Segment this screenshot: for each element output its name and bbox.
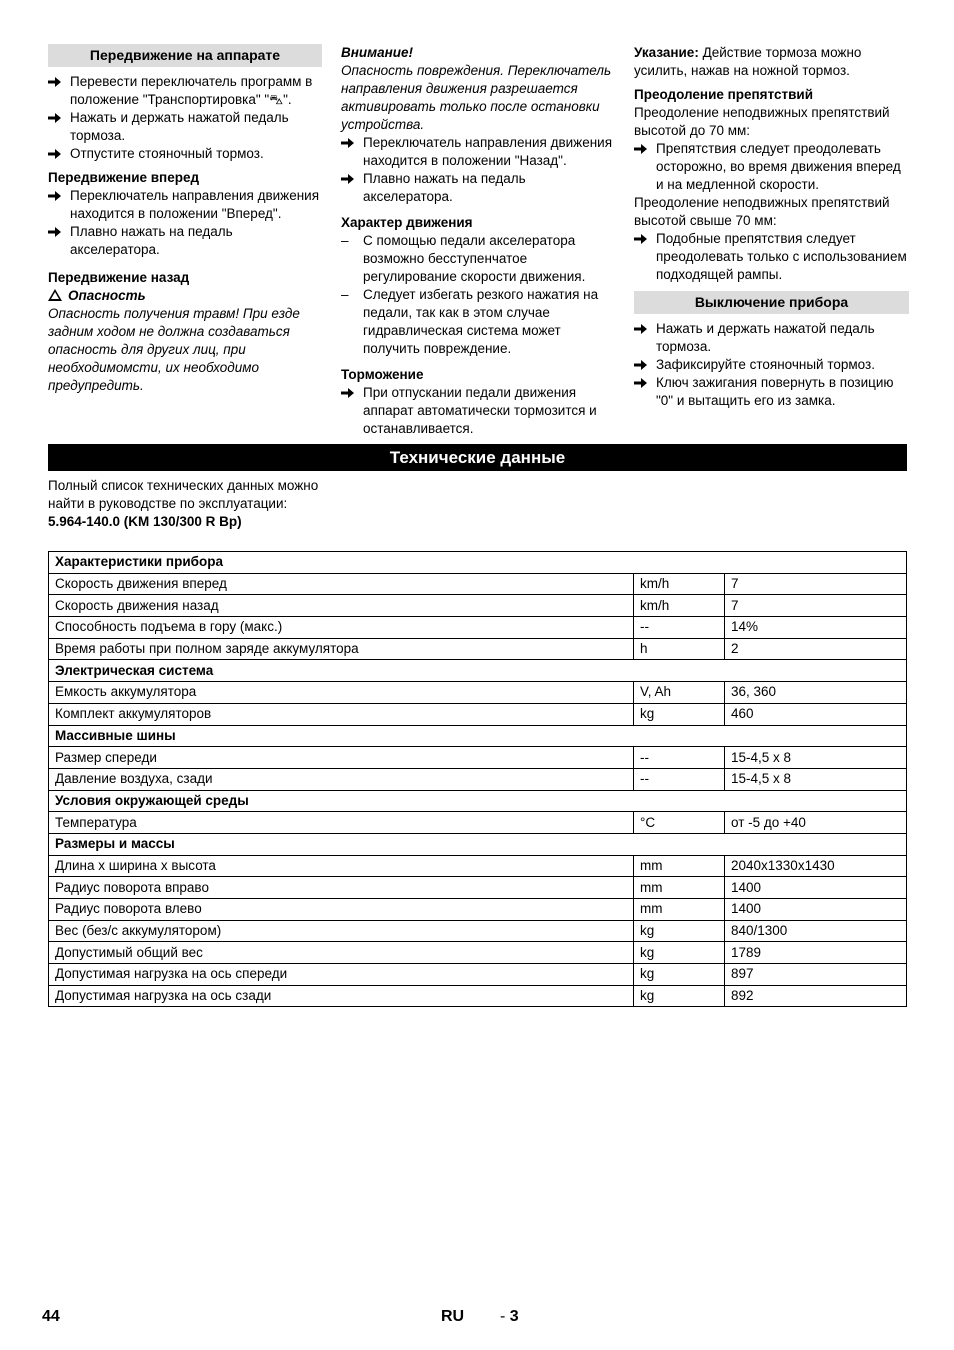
cell-value: 36, 360 (725, 682, 907, 704)
column-3 (634, 44, 909, 410)
model-number: 5.964-140.0 (KM 130/300 R Bp) (48, 514, 242, 529)
cell-unit: mm (634, 877, 725, 899)
table-group-row (49, 660, 907, 682)
page-number: 44 (42, 1308, 60, 1325)
cell-unit: V, Ah (634, 682, 725, 704)
cell-unit: kg (634, 703, 725, 725)
note-paragraph (634, 44, 909, 80)
dash-marker: – (341, 233, 349, 248)
cell-unit: mm (634, 855, 725, 877)
cell-value: 15-4,5 x 8 (725, 768, 907, 790)
cell-unit: mm (634, 899, 725, 921)
cell-value: 15-4,5 x 8 (725, 747, 907, 769)
list-item-text: Подобные препятствия следует преодолевать только с использованием подходящей рампы. (656, 231, 907, 282)
cell-value: 14% (725, 617, 907, 639)
list-item (48, 145, 322, 163)
cell-name: Радиус поворота влево (49, 899, 634, 921)
table-group-row (49, 833, 907, 855)
list-item (48, 73, 322, 109)
arrow-right-icon (48, 109, 68, 129)
list-item (341, 134, 615, 170)
list-item-text: Ключ зажигания повернуть в позицию "0" и вытащить его из замка. (656, 375, 894, 408)
section-heading-driving: Передвижение на аппарате (48, 44, 322, 67)
table-row (49, 985, 907, 1007)
list-item-text: Следует избегать резкого нажатия на педали, так как в этом случае гидравлическая система может получить повреждение. (363, 287, 599, 356)
table-row (49, 595, 907, 617)
cell-unit: -- (634, 617, 725, 639)
cell-unit: kg (634, 942, 725, 964)
list-item-text: Препятствия следует преодолевать осторожно, во время движения вперед и на медленной скорости. (656, 141, 901, 192)
list-item (341, 232, 615, 286)
intro-block (48, 477, 328, 531)
list-item-text: Перевести переключатель программ в положение "Транспортировка" "⛍". (70, 74, 313, 107)
cell-value: 460 (725, 703, 907, 725)
arrow-right-icon (341, 384, 361, 404)
cell-value: 1400 (725, 899, 907, 921)
list-item (634, 356, 909, 374)
cell-name: Скорость движения назад (49, 595, 634, 617)
cell-value: 2040x1330x1430 (725, 855, 907, 877)
footer-num: 3 (509, 1308, 519, 1325)
cell-unit: -- (634, 747, 725, 769)
cell-name: Способность подъема в гору (макс.) (49, 617, 634, 639)
list-item-text: Переключатель направления движения находится в положении "Назад". (363, 135, 613, 168)
cell-name: Время работы при полном заряде аккумулятора (49, 638, 634, 660)
list-item (48, 109, 322, 145)
list-item (634, 230, 909, 284)
cell-name: Допустимая нагрузка на ось сзади (49, 985, 634, 1007)
arrow-right-icon (48, 145, 68, 165)
forward-steps-list (48, 187, 322, 259)
table-row (49, 638, 907, 660)
table-row (49, 942, 907, 964)
table-row (49, 617, 907, 639)
arrow-right-icon (634, 356, 654, 376)
brake-steps-list (341, 384, 615, 438)
list-item-text: Нажать и держать нажатой педаль тормоза. (656, 321, 875, 354)
table-group-row (49, 790, 907, 812)
list-item-text: Нажать и держать нажатой педаль тормоза. (70, 110, 289, 143)
danger-text: Опасность получения травм! При езде задним ходом не должна создаваться опасность для других лиц, при необходимомсти, их необходимо предупредить. (48, 306, 300, 393)
steps-list (48, 73, 322, 163)
spec-table (48, 551, 907, 1007)
cell-value: 892 (725, 985, 907, 1007)
arrow-right-icon (341, 170, 361, 190)
cell-value: 1400 (725, 877, 907, 899)
subheading-backward: Передвижение назад (48, 270, 190, 285)
cell-value: 840/1300 (725, 920, 907, 942)
cell-name: Вес (без/с аккумулятором) (49, 920, 634, 942)
arrow-right-icon (341, 134, 361, 154)
obstacles-high-list (634, 230, 909, 284)
cell-name: Допустимая нагрузка на ось спереди (49, 964, 634, 986)
list-item (48, 187, 322, 223)
arrow-right-icon (634, 320, 654, 340)
footer-section-number (500, 1308, 519, 1326)
subheading-drive-character: Характер движения (341, 215, 473, 230)
arrow-right-icon (48, 223, 68, 243)
list-item-text: Плавно нажать на педаль акселератора. (70, 224, 233, 257)
group-title: Массивные шины (49, 725, 907, 747)
footer-language: RU (441, 1308, 465, 1325)
cell-name: Комплект аккумуляторов (49, 703, 634, 725)
arrow-right-icon (634, 140, 654, 160)
table-row (49, 682, 907, 704)
note-label: Указание: (634, 45, 699, 60)
tech-data-banner: Технические данные (48, 444, 907, 471)
table-row (49, 920, 907, 942)
footer-sep: - (500, 1308, 506, 1325)
danger-label: Опасность (68, 288, 146, 303)
table-row (49, 877, 907, 899)
arrow-right-icon (48, 187, 68, 207)
table-row (49, 964, 907, 986)
cell-value: 7 (725, 573, 907, 595)
cell-value: 2 (725, 638, 907, 660)
list-item-text: Переключатель направления движения находится в положении "Вперед". (70, 188, 320, 221)
list-item-text: При отпускании педали движения аппарат автоматически тормозится и останавливается. (363, 385, 597, 436)
list-item (634, 140, 909, 194)
list-item (634, 374, 909, 410)
column-2 (341, 44, 615, 438)
cell-name: Давление воздуха, сзади (49, 768, 634, 790)
warning-triangle-icon (48, 289, 62, 301)
cell-value: 7 (725, 595, 907, 617)
list-item (341, 170, 615, 206)
obstacles-low-text: Преодоление неподвижных препятствий высотой до 70 мм: (634, 105, 890, 138)
table-row (49, 768, 907, 790)
group-title: Условия окружающей среды (49, 790, 907, 812)
table-group-row (49, 552, 907, 574)
table-row (49, 703, 907, 725)
cell-unit: kg (634, 985, 725, 1007)
list-item (634, 320, 909, 356)
table-row (49, 747, 907, 769)
danger-label-row (48, 287, 322, 305)
attention-label: Внимание! (341, 45, 414, 60)
subheading-braking: Торможение (341, 367, 424, 382)
list-item-text: Отпустите стояночный тормоз. (70, 146, 264, 161)
cell-unit: h (634, 638, 725, 660)
table-group-row (49, 725, 907, 747)
list-item (48, 223, 322, 259)
attention-text: Опасность повреждения. Переключатель направления движения разрешается активировать только после остановки устройства. (341, 63, 612, 132)
drive-items-list (341, 232, 615, 358)
table-row (49, 812, 907, 834)
group-title: Размеры и массы (49, 833, 907, 855)
cell-value: от -5 до +40 (725, 812, 907, 834)
cell-name: Емкость аккумулятора (49, 682, 634, 704)
cell-name: Допустимый общий вес (49, 942, 634, 964)
arrow-right-icon (634, 230, 654, 250)
cell-unit: kg (634, 964, 725, 986)
cell-unit: °C (634, 812, 725, 834)
table-row (49, 855, 907, 877)
cell-name: Температура (49, 812, 634, 834)
table-row (49, 573, 907, 595)
list-item-text: С помощью педали акселератора возможно бесступенчатое регулирование скорости движения. (363, 233, 586, 284)
arrow-right-icon (634, 374, 654, 394)
list-item-text: Зафиксируйте стояночный тормоз. (656, 357, 875, 372)
group-title: Электрическая система (49, 660, 907, 682)
cell-unit: km/h (634, 573, 725, 595)
cell-name: Скорость движения вперед (49, 573, 634, 595)
column-1 (48, 44, 322, 395)
dash-marker: – (341, 287, 349, 302)
list-item (341, 286, 615, 358)
obstacles-low-list (634, 140, 909, 194)
list-item (341, 384, 615, 438)
cell-value: 1789 (725, 942, 907, 964)
cell-unit: km/h (634, 595, 725, 617)
cell-unit: kg (634, 920, 725, 942)
obstacles-high-text: Преодоление неподвижных препятствий высотой свыше 70 мм: (634, 195, 890, 228)
shutdown-steps-list (634, 320, 909, 410)
cell-value: 897 (725, 964, 907, 986)
table-row (49, 899, 907, 921)
intro-text: Полный список технических данных можно найти в руководстве по эксплуатации: (48, 478, 319, 511)
cell-name: Размер спереди (49, 747, 634, 769)
cell-unit: -- (634, 768, 725, 790)
reverse-steps-list (341, 134, 615, 206)
subheading-obstacles: Преодоление препятствий (634, 87, 814, 102)
group-title: Характеристики прибора (49, 552, 907, 574)
arrow-right-icon (48, 73, 68, 93)
note-text: Действие тормоза можно усилить, нажав на ножной тормоз. (634, 45, 862, 78)
subheading-forward: Передвижение вперед (48, 170, 200, 185)
cell-name: Радиус поворота вправо (49, 877, 634, 899)
list-item-text: Плавно нажать на педаль акселератора. (363, 171, 526, 204)
cell-name: Длина x ширина x высота (49, 855, 634, 877)
section-heading-shutdown: Выключение прибора (634, 291, 909, 314)
